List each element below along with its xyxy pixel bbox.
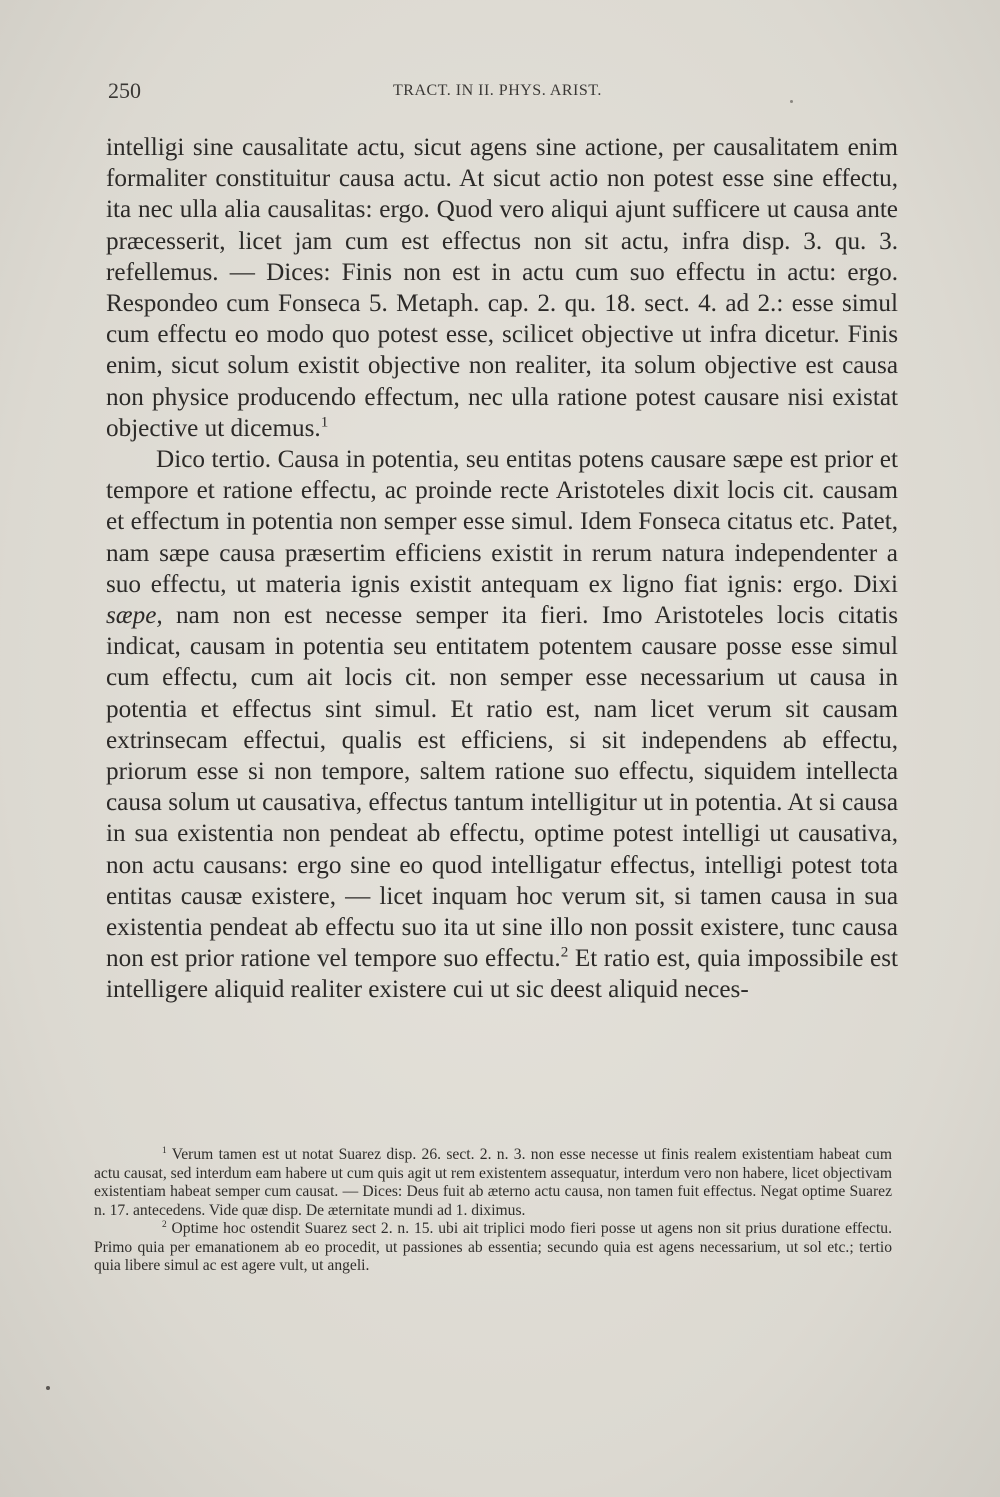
paragraph-text: Dico tertio. Causa in potentia, seu entitas potens causare sæpe est prior et tempore et ratione effectu, ac proinde recte Aristoteles dixit locis cit. causam et effectum in potentia non semper esse simul. Idem Fonseca citatus etc. Patet, nam sæpe causa præsertim efficiens existit in rerum natura independenter a suo effectu, ut materia ignis existit antequam ex ligno fiat ignis: ergo. Dixi: [106, 446, 898, 598]
running-title: TRACT. IN II. PHYS. ARIST.: [393, 82, 602, 99]
italic-word: sæpe,: [106, 602, 163, 630]
page-number: 250: [108, 78, 141, 103]
footnote-text: Optime hoc ostendit Suarez sect 2. n. 15. ubi ait triplici modo fieri posse ut agens non sit prius duratione effectu. Primo quia per emanationem ab eo procedit, ut passiones ab essentia; secundo quia est agens necessarium, ut sol etc.; tertio quia libere simul ac est agere vult, ut angeli.: [94, 1220, 892, 1274]
footnote-marker: 1: [162, 1145, 167, 1156]
main-text: [106, 132, 898, 1006]
footnote-text: Verum tamen est ut notat Suarez disp. 26. sect. 2. n. 3. non esse necesse ut finis realem existentiam habeat cum actu causat, sed interdum eam habere ut cum quis agit ut rem existentem assequatur, interdum vero non habere, licet objectivam existentiam habeat semper cum causat. — Dices: Deus fuit ab æterno actu causa, non tamen fuit effectus. Negat optime Suarez n. 17. antecedens. Vide quæ disp. De æternitate mundi ad 1. diximus.: [94, 1146, 892, 1219]
paragraph-continued: [106, 132, 898, 444]
footnotes: [94, 1146, 892, 1276]
paragraph-text: intelligi sine causalitate actu, sicut agens sine actione, per causalitatem enim formaliter constituitur causa actu. At sicut actio non potest esse sine effectu, ita nec ulla alia causalitas: ergo. Quod vero aliqui ajunt sufficere ut causa ante præcesserit, licet jam cum est effectus non sit actu, infra disp. 3. qu. 3. refellemus. — Dices: Finis non est in actu cum suo effectu in actu: ergo. Respondeo cum Fonseca 5. Metaph. cap. 2. qu. 18. sect. 4. ad 2.: esse simul cum effectu eo modo quo potest esse, scilicet objective ut infra dicetur. Finis enim, sicut solum existit objective non realiter, ita solum objective est causa non physice producendo effectum, nec ulla ratione potest causare nisi existat objective ut dicemus.: [106, 134, 898, 442]
footnote-marker: 2: [162, 1219, 167, 1230]
paragraph-text: nam non est necesse semper ita fieri. Imo Aristoteles locis citatis indicat, causam in potentia seu entitatem potentem causare posse esse simul cum effectu, cum ait locis cit. non semper esse necessarium ut causa in potentia et effectus sint simul. Et ratio est, nam licet verum sit causam extrinsecam effectui, qualis est efficiens, si sit independens ab effectu, priorum esse si non tempore, saltem ratione suo effectu, siquidem intellecta causa solum ut causativa, effectus tantum intelligitur ut in potentia. At si causa in sua existentia non pendeat ab effectu, optime potest intelligi ut causativa, non actu causans: ergo sine eo quod intelligatur effectus, intelligi potest tota entitas causæ existere, — licet inquam hoc verum sit, si tamen causa in sua existentia pendeat ab effectu suo ita ut sine illo non possit existere, tunc causa non est prior ratione vel tempore suo effectu.: [106, 602, 898, 973]
footnote-ref: 2: [560, 944, 569, 961]
paragraph-dico-tertio: [106, 444, 898, 1006]
running-header: [108, 78, 898, 108]
footnote-ref: 1: [320, 414, 329, 431]
paper-speck: [46, 1386, 50, 1390]
footnote-1: [94, 1146, 892, 1220]
paper-speck: [790, 100, 793, 103]
paragraph-text: Et ratio est, quia impossibile est intelligere aliquid realiter existere cui ut sic deest aliquid neces-: [106, 945, 898, 1004]
footnote-2: [94, 1220, 892, 1276]
